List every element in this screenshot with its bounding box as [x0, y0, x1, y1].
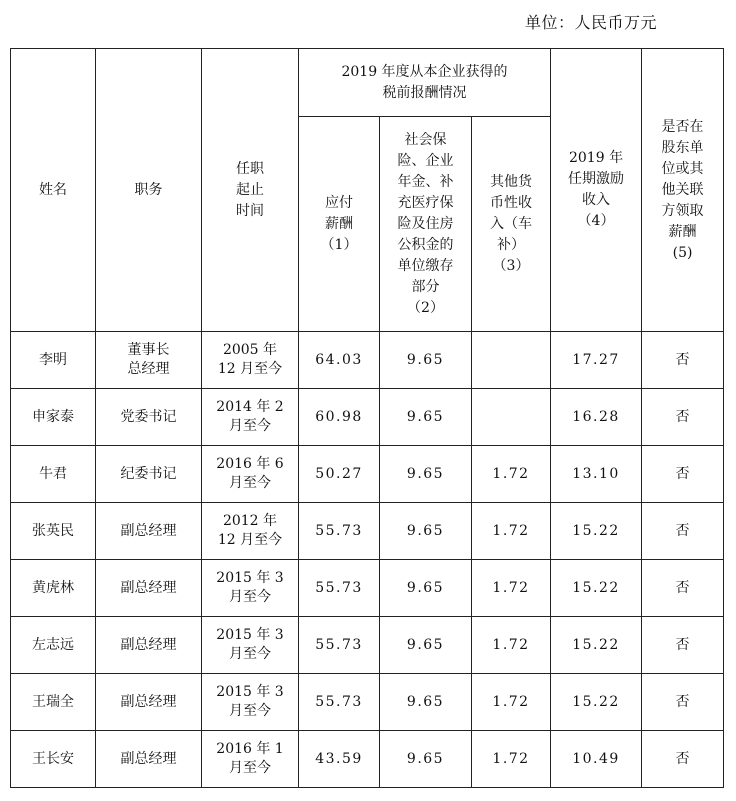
cell-social: 9.65	[380, 617, 472, 674]
cell-incentive: 16.28	[551, 389, 642, 446]
unit-label: 单位：人民币万元	[525, 13, 658, 32]
cell-other: 1.72	[472, 731, 551, 788]
table-row	[11, 617, 724, 674]
compensation-table	[10, 48, 724, 788]
cell-tenure: 2012 年 12 月至今	[202, 503, 299, 560]
cell-related: 否	[642, 674, 724, 731]
cell-related: 否	[642, 389, 724, 446]
cell-salary: 64.03	[299, 332, 380, 389]
cell-other	[472, 332, 551, 389]
table-row	[11, 503, 724, 560]
header-related-party: 是否在 股东单 位或其 他关联 方领取 薪酬 (5)	[642, 49, 724, 332]
cell-tenure: 2016 年 1 月至今	[202, 731, 299, 788]
cell-related: 否	[642, 503, 724, 560]
cell-position: 董事长 总经理	[96, 332, 202, 389]
cell-social: 9.65	[380, 731, 472, 788]
cell-tenure: 2016 年 6 月至今	[202, 446, 299, 503]
table-row	[11, 446, 724, 503]
cell-name: 牛君	[11, 446, 96, 503]
header-social-insurance: 社会保 险、企业 年金、补 充医疗保 险及住房 公积金的 单位缴存 部分 （2）	[380, 117, 472, 332]
cell-position: 纪委书记	[96, 446, 202, 503]
cell-related: 否	[642, 560, 724, 617]
cell-related: 否	[642, 731, 724, 788]
cell-salary: 60.98	[299, 389, 380, 446]
cell-salary: 43.59	[299, 731, 380, 788]
cell-name: 黄虎林	[11, 560, 96, 617]
header-tenure: 任职 起止 时间	[202, 49, 299, 332]
cell-other: 1.72	[472, 446, 551, 503]
cell-position: 党委书记	[96, 389, 202, 446]
cell-related: 否	[642, 332, 724, 389]
cell-tenure: 2015 年 3 月至今	[202, 674, 299, 731]
header-position: 职务	[96, 49, 202, 332]
cell-social: 9.65	[380, 332, 472, 389]
cell-position: 副总经理	[96, 503, 202, 560]
cell-name: 左志远	[11, 617, 96, 674]
table-row	[11, 332, 724, 389]
cell-incentive: 15.22	[551, 560, 642, 617]
cell-incentive: 10.49	[551, 731, 642, 788]
cell-name: 申家泰	[11, 389, 96, 446]
cell-incentive: 17.27	[551, 332, 642, 389]
cell-salary: 50.27	[299, 446, 380, 503]
cell-salary: 55.73	[299, 503, 380, 560]
header-group-title: 2019 年度从本企业获得的 税前报酬情况	[299, 49, 551, 117]
cell-name: 张英民	[11, 503, 96, 560]
cell-incentive: 15.22	[551, 674, 642, 731]
cell-tenure: 2015 年 3 月至今	[202, 560, 299, 617]
cell-other	[472, 389, 551, 446]
cell-tenure: 2015 年 3 月至今	[202, 617, 299, 674]
header-incentive: 2019 年 任期激励 收入 （4）	[551, 49, 642, 332]
table-row	[11, 560, 724, 617]
cell-incentive: 15.22	[551, 617, 642, 674]
table-row	[11, 731, 724, 788]
cell-position: 副总经理	[96, 674, 202, 731]
cell-other: 1.72	[472, 503, 551, 560]
cell-position: 副总经理	[96, 617, 202, 674]
cell-salary: 55.73	[299, 617, 380, 674]
cell-position: 副总经理	[96, 731, 202, 788]
cell-social: 9.65	[380, 560, 472, 617]
cell-other: 1.72	[472, 674, 551, 731]
cell-related: 否	[642, 446, 724, 503]
header-name: 姓名	[11, 49, 96, 332]
cell-tenure: 2005 年 12 月至今	[202, 332, 299, 389]
cell-social: 9.65	[380, 446, 472, 503]
table-row	[11, 674, 724, 731]
header-other-income: 其他货 币性收 入（车 补） （3）	[472, 117, 551, 332]
cell-incentive: 13.10	[551, 446, 642, 503]
cell-other: 1.72	[472, 617, 551, 674]
cell-related: 否	[642, 617, 724, 674]
cell-incentive: 15.22	[551, 503, 642, 560]
cell-other: 1.72	[472, 560, 551, 617]
cell-position: 副总经理	[96, 560, 202, 617]
cell-name: 王长安	[11, 731, 96, 788]
cell-tenure: 2014 年 2 月至今	[202, 389, 299, 446]
header-salary: 应付 薪酬 （1）	[299, 117, 380, 332]
table-row	[11, 389, 724, 446]
cell-salary: 55.73	[299, 674, 380, 731]
cell-social: 9.65	[380, 674, 472, 731]
cell-name: 王瑞全	[11, 674, 96, 731]
cell-salary: 55.73	[299, 560, 380, 617]
cell-name: 李明	[11, 332, 96, 389]
cell-social: 9.65	[380, 503, 472, 560]
cell-social: 9.65	[380, 389, 472, 446]
